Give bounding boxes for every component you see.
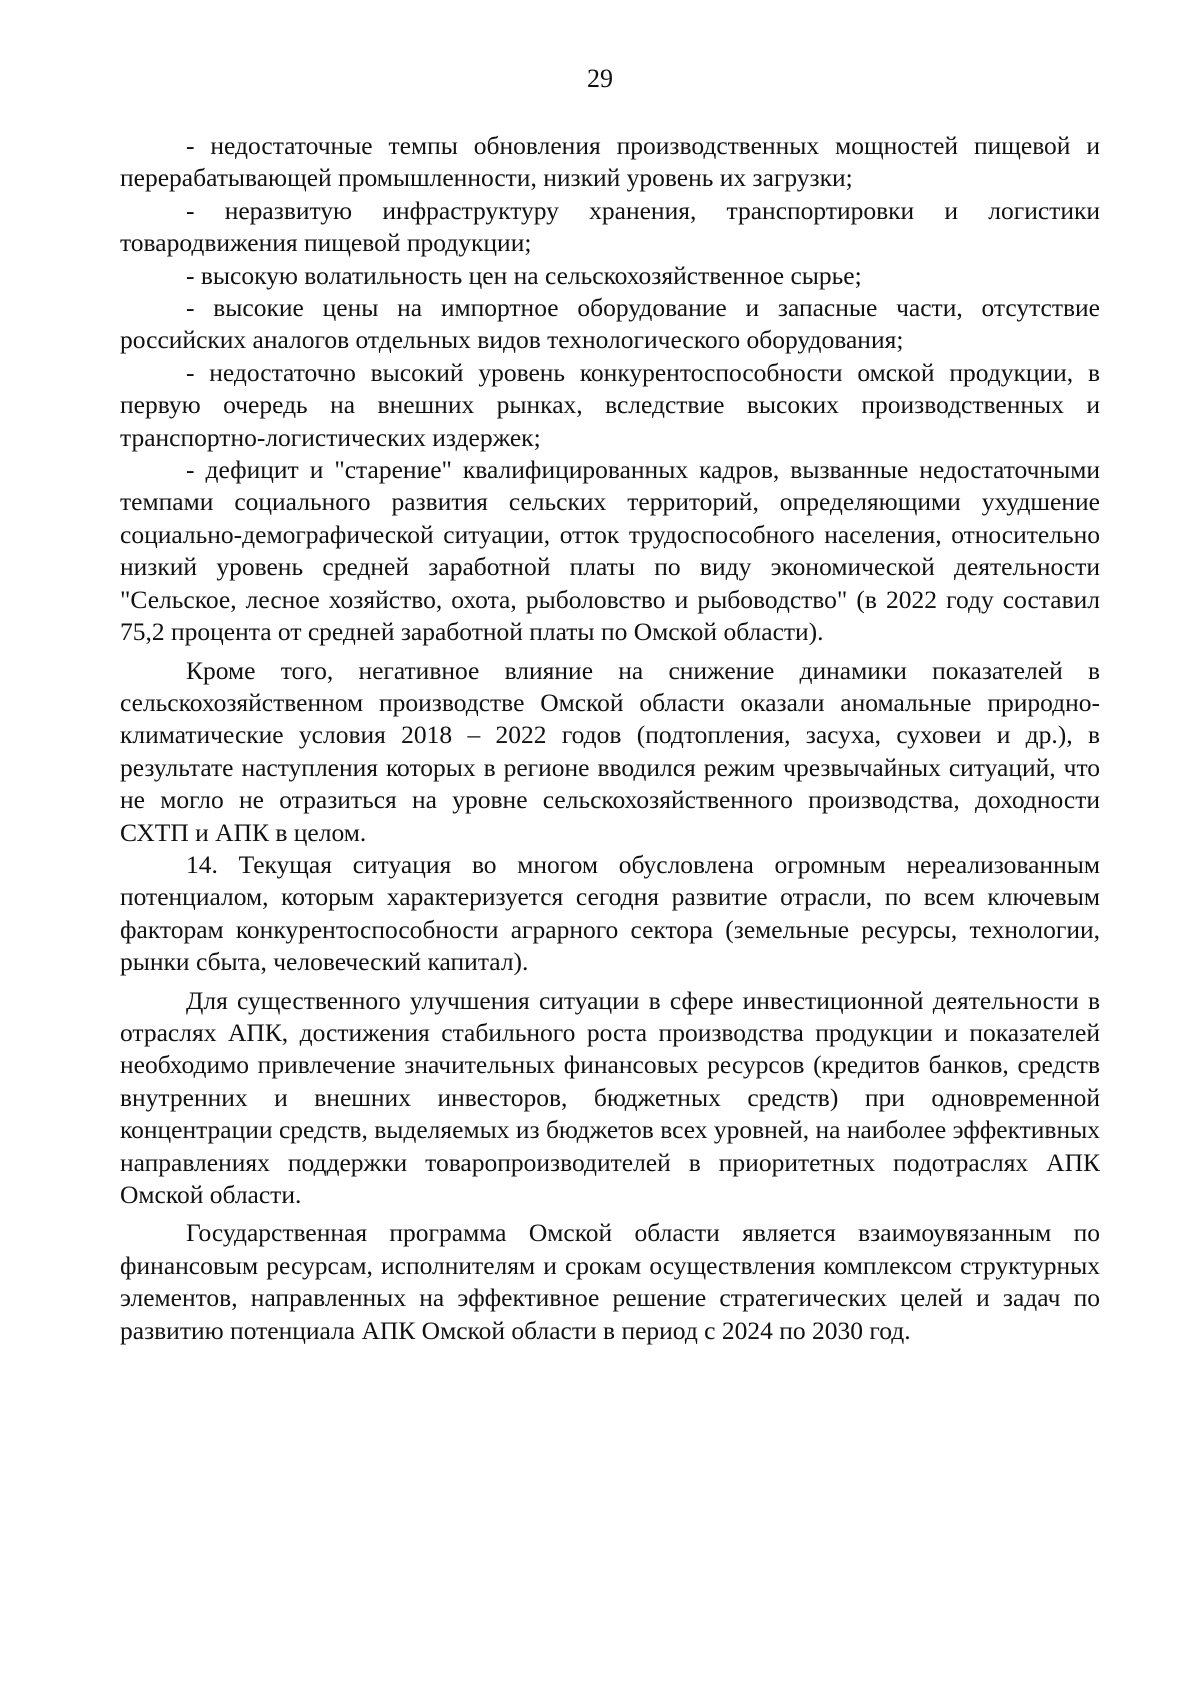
paragraph-climate-conditions: Кроме того, негативное влияние на снижение динамики показателей в сельскохозяйственном производстве Омской области оказали аномальные природно-климатические условия 2018 – 2022 годов (подтопления, засуха, суховеи и др.), в результате наступления которых в регионе вводился режим чрезвычайных ситуаций, что не могло не отразиться на уровне сельскохозяйственного производства, доходности СХТП и АПК в целом.	[120, 655, 1100, 847]
paragraph-capacity-renewal: - недостаточные темпы обновления производственных мощностей пищевой и перерабатывающей промышленности, низкий уровень их загрузки;	[120, 131, 1100, 193]
paragraph-infrastructure: - неразвитую инфраструктуру хранения, транспортировки и логистики товародвижения пищевой продукции;	[120, 195, 1100, 258]
paragraph-item-14: 14. Текущая ситуация во многом обусловлена огромным нереализованным потенциалом, которым характеризуется сегодня развитие отрасли, по всем ключевым факторам конкурентоспособности аграрного сектора (земельные ресурсы, технологии, рынки сбыта, человеческий капитал).	[120, 849, 1100, 977]
paragraph-investment: Для существенного улучшения ситуации в сфере инвестиционной деятельности в отраслях АПК, достижения стабильного роста производства продукции и показателей необходимо привлечение значительных финансовых ресурсов (кредитов банков, средств внутренних и внешних инвесторов, бюджетных средств) при одновременной концентрации средств, выделяемых из бюджетов всех уровней, на наиболее эффективных направлениях поддержки товаропроизводителей в приоритетных подотраслях АПК Омской области.	[120, 985, 1100, 1209]
paragraph-staff-shortage: - дефицит и "старение" квалифицированных кадров, вызванные недостаточными темпами социального развития сельских территорий, определяющими ухудшение социально-демографической ситуации, отток трудоспособного населения, относительно низкий уровень средней заработной платы по виду экономической деятельности "Сельское, лесное хозяйство, охота, рыболовство и рыбоводство" (в 2022 году составил 75,2 процента от средней заработной платы по Омской области).	[120, 455, 1100, 647]
paragraph-competitiveness: - недостаточно высокий уровень конкурентоспособности омской продукции, в первую очередь на внешних рынках, вследствие высоких производственных и транспортно-логистических издержек;	[120, 357, 1100, 452]
page-number: 29	[587, 64, 613, 93]
paragraph-equipment-prices: - высокие цены на импортное оборудование и запасные части, отсутствие российских аналогов отдельных видов технологического оборудования;	[120, 293, 1100, 355]
paragraph-price-volatility: - высокую волатильность цен на сельскохозяйственное сырье;	[186, 260, 862, 290]
paragraph-state-program: Государственная программа Омской области является взаимоувязанным по финансовым ресурсам, исполнителям и срокам осуществления комплексом структурных элементов, направленных на эффективное решение стратегических целей и задач по развитию потенциала АПК Омской области в период с 2024 по 2030 год.	[120, 1218, 1100, 1345]
document-body	[120, 130, 1100, 1347]
